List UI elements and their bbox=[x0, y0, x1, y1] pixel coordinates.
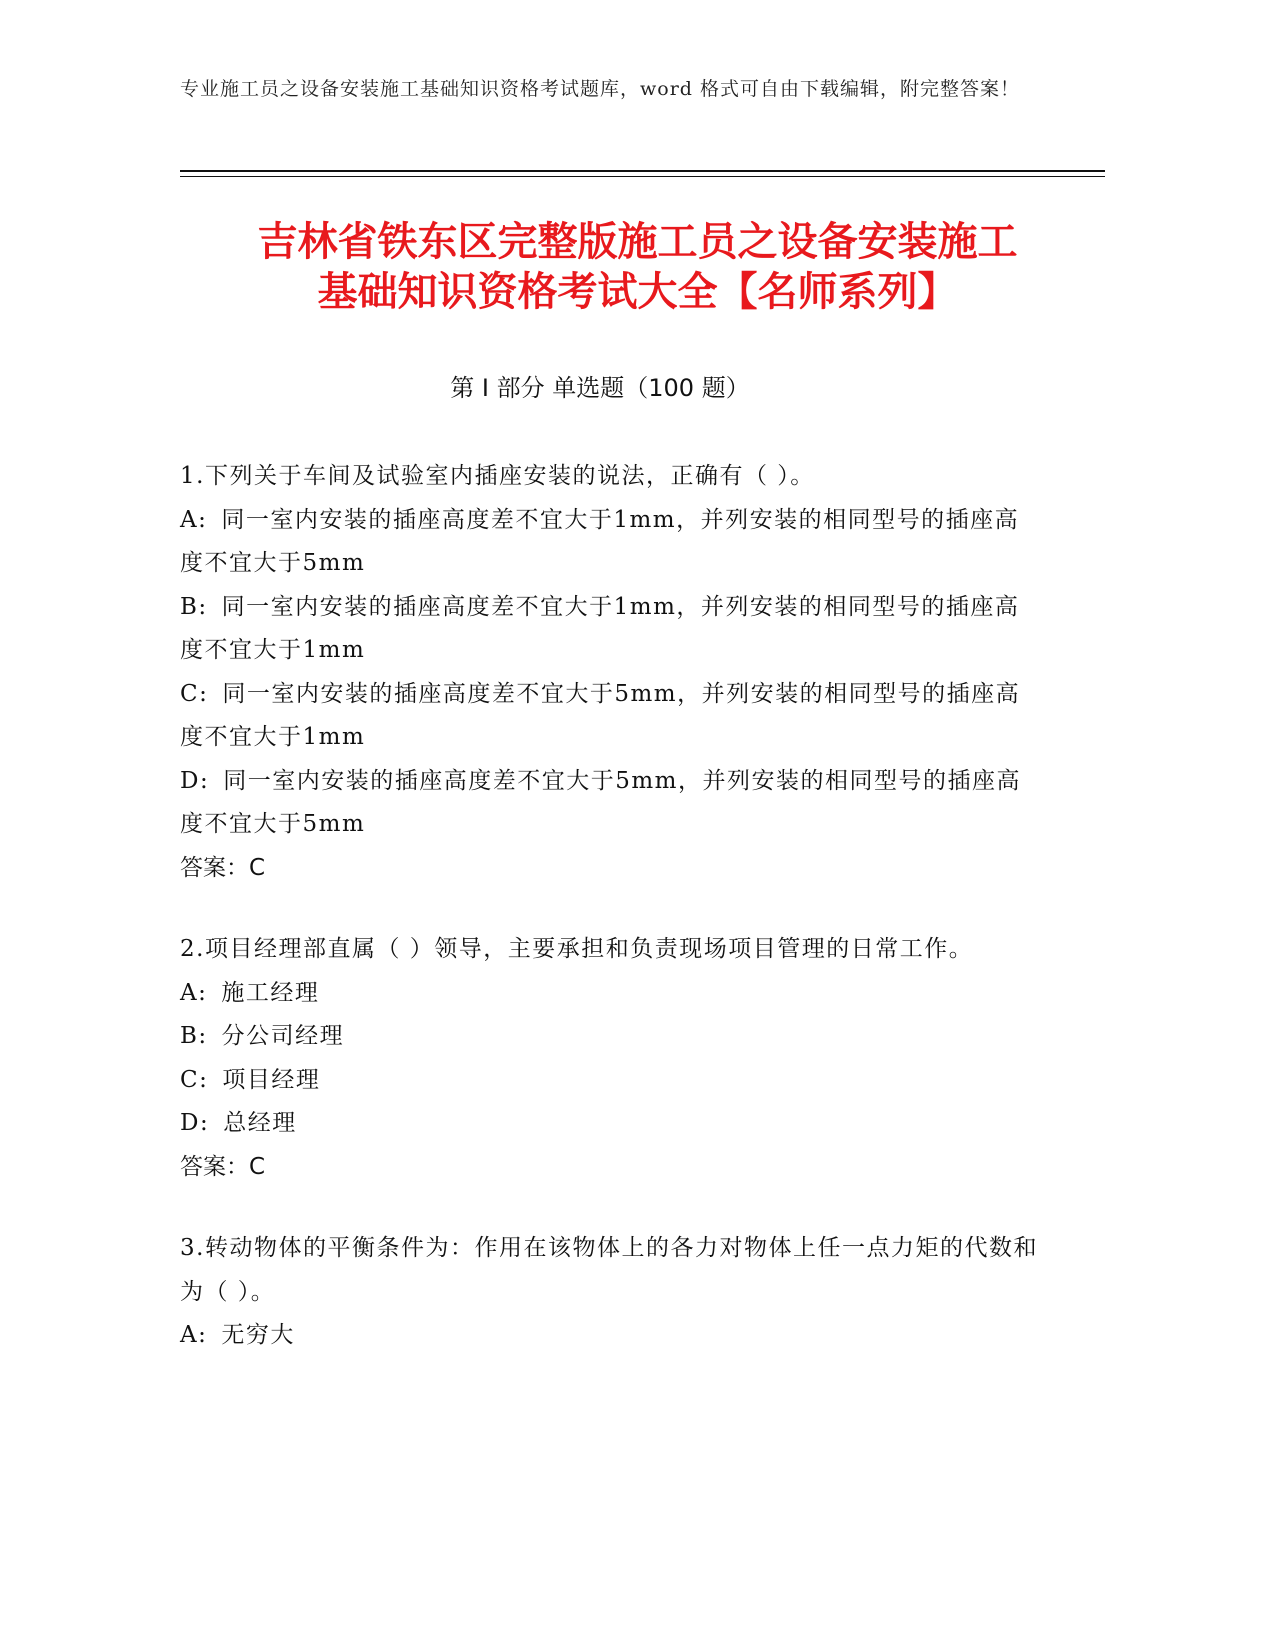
answer-line: 答案：C bbox=[180, 1153, 266, 1180]
option-text: 总经理 bbox=[223, 1110, 297, 1136]
question-stem: 3.转动物体的平衡条件为：作用在该物体上的各力对物体上任一点力矩的代数和为（ ）。 bbox=[180, 1235, 1038, 1305]
option-text: 同一室内安装的插座高度差不宜大于5mm，并列安装的相同型号的插座高度不宜大于5mm bbox=[180, 767, 1021, 837]
option-letter: B: bbox=[180, 1023, 208, 1049]
question-1 bbox=[180, 455, 1040, 890]
option-d bbox=[180, 760, 1040, 847]
section-heading: 第 I 部分 单选题（100 题） bbox=[450, 374, 750, 402]
option-text: 分公司经理 bbox=[221, 1023, 345, 1049]
option-b bbox=[180, 586, 1040, 673]
option-letter: C: bbox=[180, 1066, 209, 1093]
option-text: 同一室内安装的插座高度差不宜大于1mm，并列安装的相同型号的插座高度不宜大于1mm bbox=[180, 593, 1020, 663]
option-letter: A: bbox=[180, 506, 208, 533]
option-d bbox=[180, 1102, 1040, 1146]
option-letter: A: bbox=[180, 979, 208, 1006]
option-a bbox=[180, 499, 1040, 586]
option-letter: C: bbox=[180, 680, 209, 707]
option-letter: A: bbox=[180, 1322, 208, 1348]
question-stem: 2.项目经理部直属（ ）领导，主要承担和负责现场项目管理的日常工作。 bbox=[180, 936, 974, 962]
option-letter: B: bbox=[180, 593, 208, 620]
option-text: 无穷大 bbox=[221, 1322, 295, 1348]
option-c bbox=[180, 673, 1040, 760]
option-a bbox=[180, 972, 1040, 1016]
header-rule-thick bbox=[180, 170, 1105, 172]
option-b bbox=[180, 1015, 1040, 1059]
option-text: 施工经理 bbox=[221, 979, 320, 1006]
question-3 bbox=[180, 1227, 1040, 1358]
question-stem: 1.下列关于车间及试验室内插座安装的说法，正确有（ ）。 bbox=[180, 463, 815, 489]
answer-line: 答案：C bbox=[180, 854, 266, 881]
header-note: 专业施工员之设备安装施工基础知识资格考试题库，word 格式可自由下载编辑，附完整答案！ bbox=[180, 78, 1020, 100]
document-title bbox=[150, 217, 1125, 317]
option-letter: D: bbox=[180, 767, 210, 794]
option-a bbox=[180, 1314, 1040, 1358]
option-c bbox=[180, 1059, 1040, 1103]
document-title-line-1: 吉林省铁东区完整版施工员之设备安装施工 bbox=[257, 219, 1018, 265]
question-list bbox=[180, 455, 1040, 1396]
question-2 bbox=[180, 928, 1040, 1189]
option-text: 同一室内安装的插座高度差不宜大于5mm，并列安装的相同型号的插座高度不宜大于1mm bbox=[180, 680, 1021, 750]
document-title-line-2: 基础知识资格考试大全【名师系列】 bbox=[317, 269, 958, 315]
header-rule-thin bbox=[180, 176, 1105, 177]
option-letter: D: bbox=[180, 1110, 210, 1136]
option-text: 项目经理 bbox=[222, 1066, 321, 1093]
option-text: 同一室内安装的插座高度差不宜大于1mm，并列安装的相同型号的插座高度不宜大于5mm bbox=[180, 506, 1020, 576]
